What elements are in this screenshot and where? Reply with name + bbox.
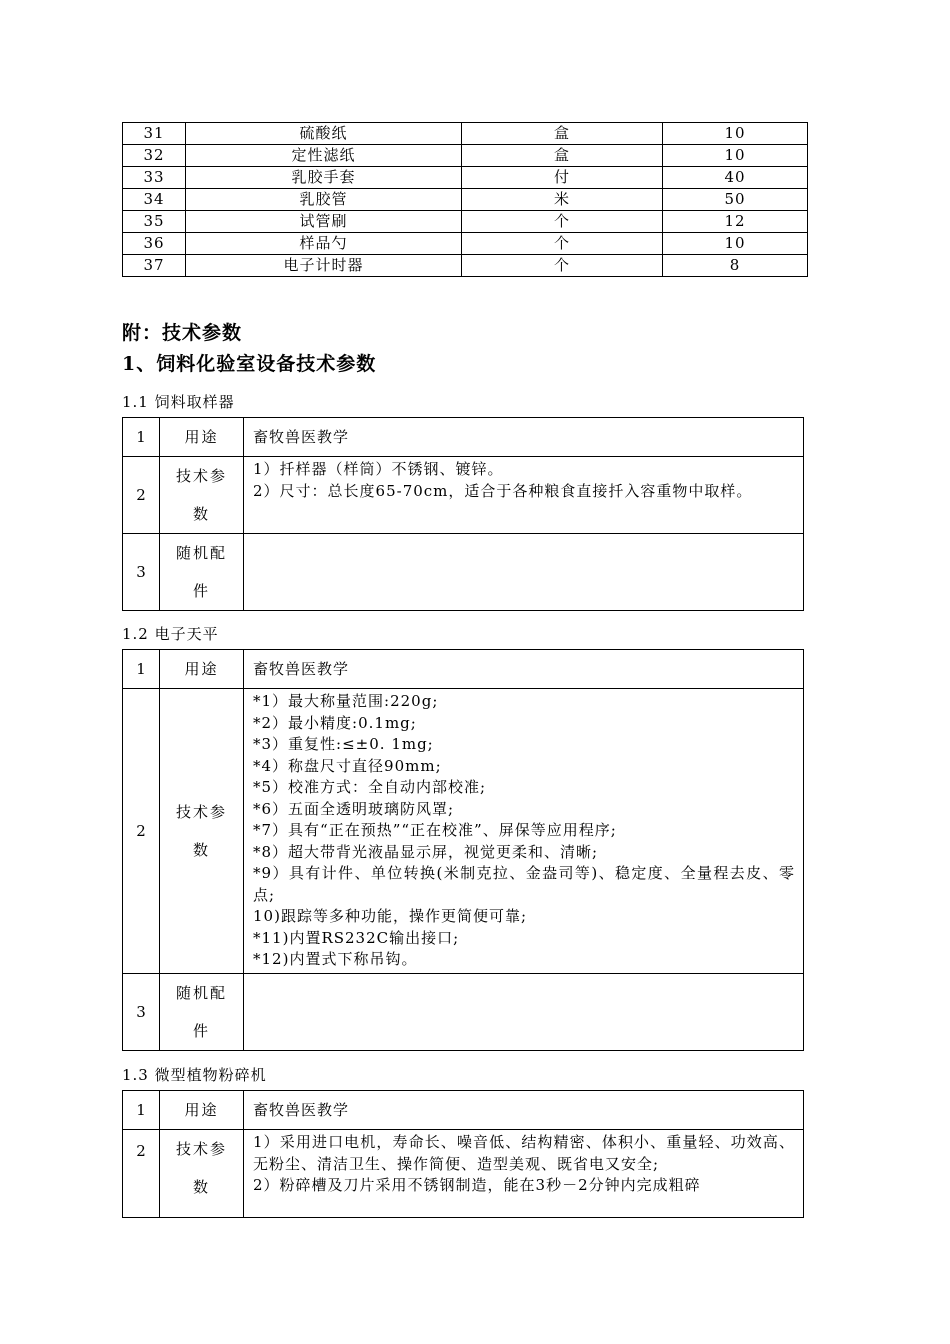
row-label	[160, 534, 244, 611]
item-name: 样品勺	[186, 233, 462, 255]
item-unit: 盒	[462, 123, 663, 145]
value-line: 畜牧兽医教学	[253, 660, 350, 679]
item-number: 37	[123, 255, 186, 277]
row-label: 用途	[160, 650, 244, 689]
value-line: *7）具有“正在预热”“正在校准”、屏保等应用程序;	[253, 821, 617, 839]
value-line: *6）五面全透明玻璃防风罩;	[253, 799, 455, 818]
value-line: 2）粉碎槽及刀片采用不锈钢制造，能在3秒－2分钟内完成粗碎	[253, 1176, 701, 1194]
item-unit: 个	[462, 211, 663, 233]
row-number: 1	[123, 1091, 160, 1130]
value-line: *12)内置式下称吊钩。	[253, 950, 418, 968]
item-unit: 个	[462, 233, 663, 255]
row-label-text: 随机配件	[175, 984, 227, 1040]
supply-row	[123, 145, 808, 167]
supply-row	[123, 255, 808, 277]
spec-table-sampler	[122, 417, 804, 611]
row-number: 1	[123, 650, 160, 689]
row-value	[244, 650, 804, 689]
row-value	[244, 457, 804, 534]
value-line: *3）重复性:≤±0. 1mg;	[253, 735, 434, 753]
row-number: 2	[123, 689, 160, 974]
item-name: 电子计时器	[186, 255, 462, 277]
supply-row	[123, 167, 808, 189]
equipment-heading: 1.3 微型植物粉碎机	[122, 1066, 267, 1084]
item-unit: 米	[462, 189, 663, 211]
item-name: 乳胶管	[186, 189, 462, 211]
row-label	[160, 457, 244, 534]
item-number: 36	[123, 233, 186, 255]
section-title: 1、饲料化验室设备技术参数	[122, 353, 377, 375]
supply-table	[122, 122, 808, 277]
row-label	[160, 974, 244, 1051]
item-name: 乳胶手套	[186, 167, 462, 189]
value-line: *4）称盘尺寸直径90mm;	[253, 756, 442, 775]
item-number: 31	[123, 123, 186, 145]
supply-row	[123, 189, 808, 211]
row-label-text: 技术参数	[175, 467, 227, 523]
row-value	[244, 418, 804, 457]
equipment-heading: 1.1 饲料取样器	[122, 393, 235, 411]
item-number: 33	[123, 167, 186, 189]
row-label	[160, 1130, 244, 1218]
item-quantity: 10	[663, 123, 808, 145]
row-label: 用途	[160, 1091, 244, 1130]
value-line: *8）超大带背光液晶显示屏，视觉更柔和、清晰;	[253, 842, 599, 861]
item-name: 硫酸纸	[186, 123, 462, 145]
row-number: 3	[123, 974, 160, 1051]
value-line: 1）扦样器（样筒）不锈钢、镀锌。	[253, 460, 504, 478]
spec-table-balance	[122, 649, 804, 1051]
row-label	[160, 689, 244, 974]
value-line: 畜牧兽医教学	[253, 1101, 350, 1120]
row-value	[244, 1091, 804, 1130]
item-unit: 个	[462, 255, 663, 277]
row-label-text: 技术参数	[175, 803, 227, 859]
row-value-empty	[244, 534, 804, 611]
item-unit: 付	[462, 167, 663, 189]
item-quantity: 8	[663, 255, 808, 277]
item-quantity: 40	[663, 167, 808, 189]
row-value	[244, 689, 804, 974]
item-quantity: 50	[663, 189, 808, 211]
value-line: 1）采用进口电机，寿命长、噪音低、结构精密、体积小、重量轻、功效高、无粉尘、清洁卫生、操作简便、造型美观、既省电又安全;	[253, 1133, 795, 1173]
item-quantity: 12	[663, 211, 808, 233]
row-value-empty	[244, 974, 804, 1051]
value-line: 2）尺寸：总长度65-70cm，适合于各种粮食直接扦入容重物中取样。	[253, 481, 753, 500]
value-line: *5）校准方式：全自动内部校准;	[253, 778, 487, 796]
value-line: *1）最大称量范围:220g;	[253, 692, 439, 710]
supply-row	[123, 211, 808, 233]
row-label-text: 技术参数	[175, 1140, 227, 1196]
row-value	[244, 1130, 804, 1218]
value-line: *9）具有计件、单位转换(米制克拉、金盎司等)、稳定度、全量程去皮、零点;	[253, 864, 795, 904]
item-unit: 盒	[462, 145, 663, 167]
row-number: 2	[123, 457, 160, 534]
row-label-text: 随机配件	[175, 544, 227, 600]
item-quantity: 10	[663, 145, 808, 167]
item-name: 定性滤纸	[186, 145, 462, 167]
item-name: 试管刷	[186, 211, 462, 233]
row-number: 3	[123, 534, 160, 611]
item-number: 34	[123, 189, 186, 211]
spec-table-grinder	[122, 1090, 804, 1218]
value-line: 10)跟踪等多种功能，操作更简便可靠;	[253, 907, 527, 925]
item-number: 32	[123, 145, 186, 167]
equipment-heading: 1.2 电子天平	[122, 625, 219, 643]
row-number: 1	[123, 418, 160, 457]
value-line: *11)内置RS232C输出接口;	[253, 928, 460, 947]
supply-row	[123, 233, 808, 255]
item-number: 35	[123, 211, 186, 233]
supply-row	[123, 123, 808, 145]
row-number: 2	[123, 1130, 160, 1218]
value-line: 畜牧兽医教学	[253, 428, 350, 447]
row-label: 用途	[160, 418, 244, 457]
item-quantity: 10	[663, 233, 808, 255]
appendix-title: 附：技术参数	[122, 322, 243, 344]
value-line: *2）最小精度:0.1mg;	[253, 713, 417, 732]
